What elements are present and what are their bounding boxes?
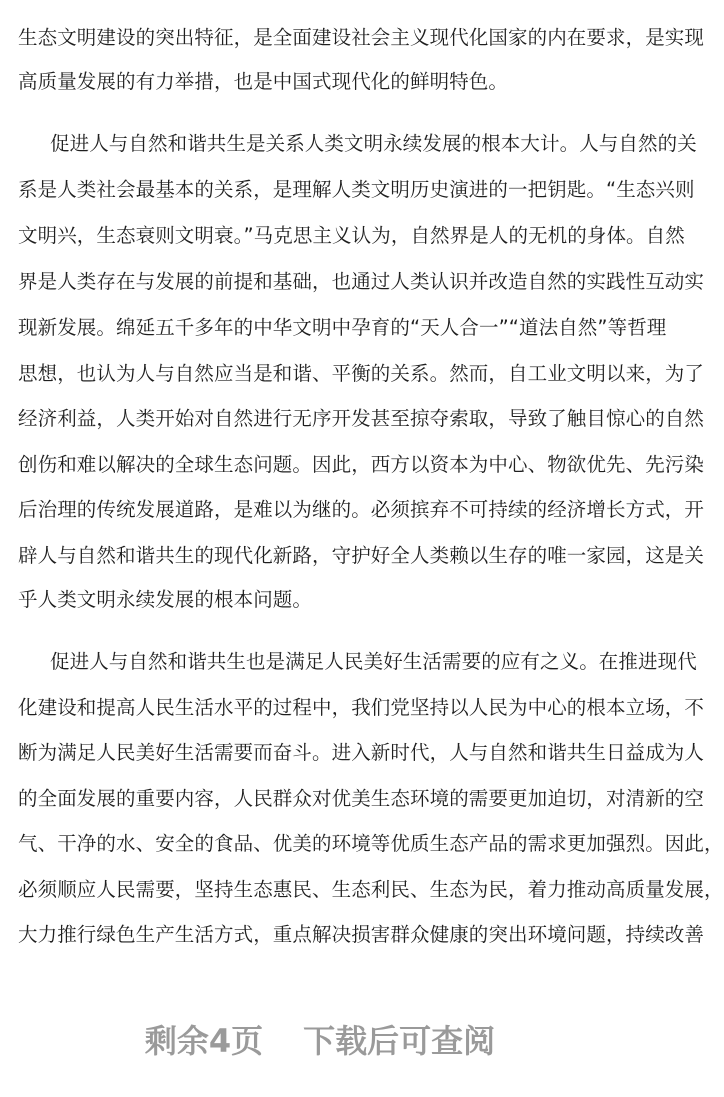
text-line: 创伤和难以解决的全球生态问题。因此，西方以资本为中心、物欲优先、先污染	[18, 453, 705, 476]
text-line: 系是人类社会最基本的关系，是理解人类文明历史演进的一把钥匙。“生态兴则	[18, 178, 695, 201]
text-line: 促进人与自然和谐共生是关系人类文明永续发展的根本大计。人与自然的关	[50, 132, 697, 155]
text-line: 后治理的传统发展道路，是难以为继的。必须摈弃不可持续的经济增长方式，开	[18, 498, 705, 521]
text-line: 化建设和提高人民生活水平的过程中，我们党坚持以人民为中心的根本立场，不	[18, 696, 705, 719]
text-line: 思想，也认为人与自然应当是和谐、平衡的关系。然而，自工业文明以来，为了	[18, 362, 705, 385]
text-line: 经济利益，人类开始对自然进行无序开发甚至掠夺索取，导致了触目惊心的自然	[18, 407, 705, 430]
text-line: 界是人类存在与发展的前提和基础，也通过人类认识并改造自然的实践性互动实	[18, 270, 705, 293]
text-line: 断为满足人民美好生活需要而奋斗。进入新时代，人与自然和谐共生日益成为人	[18, 741, 705, 764]
download-to-view-label[interactable]: 下载后可查阅	[303, 1022, 496, 1060]
text-line: 乎人类文明永续发展的根本问题。	[18, 588, 313, 611]
text-line: 大力推行绿色生产生活方式，重点解决损害群众健康的突出环境问题，持续改善	[18, 923, 705, 946]
download-prompt[interactable]	[0, 1016, 640, 1062]
text-line: 现新发展。绵延五千多年的中华文明中孕育的“天人合一”“道法自然”等哲理	[18, 316, 667, 339]
text-line: 辟人与自然和谐共生的现代化新路，守护好全人类赖以生存的唯一家园，这是关	[18, 544, 705, 567]
text-line: 文明兴，生态衰则文明衰。”马克思主义认为，自然界是人的无机的身体。自然	[18, 224, 685, 247]
text-line: 的全面发展的重要内容，人民群众对优美生态环境的需要更加迫切，对清新的空	[18, 787, 705, 810]
text-line: 必须顺应人民需要，坚持生态惠民、生态利民、生态为民，着力推动高质量发展，	[18, 878, 724, 901]
text-line: 生态文明建设的突出特征，是全面建设社会主义现代化国家的内在要求，是实现	[18, 26, 705, 49]
text-line: 高质量发展的有力举措，也是中国式现代化的鲜明特色。	[18, 70, 509, 93]
remaining-pages-label: 剩余4页	[144, 1022, 264, 1060]
text-line: 促进人与自然和谐共生也是满足人民美好生活需要的应有之义。在推进现代	[50, 650, 697, 673]
text-line: 气、干净的水、安全的食品、优美的环境等优质生态产品的需求更加强烈。因此，	[18, 832, 724, 855]
